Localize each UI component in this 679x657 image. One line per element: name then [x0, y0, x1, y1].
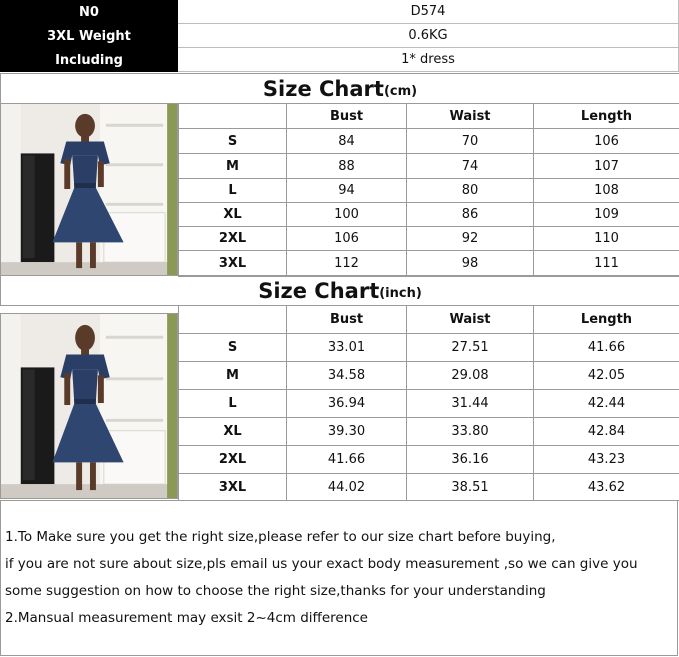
column-header — [179, 306, 287, 334]
table-row — [179, 418, 679, 446]
waist-value: 36.16 — [407, 446, 534, 474]
size-label: XL — [179, 203, 287, 227]
dress-model-image — [1, 104, 177, 275]
size-label: L — [179, 179, 287, 203]
header-label: N0 — [0, 0, 178, 24]
column-header: Bust — [287, 104, 407, 129]
table-row — [179, 251, 679, 277]
note-line: 1.To Make sure you get the right size,please refer to our size chart before buying, — [5, 529, 556, 545]
length-value: 110 — [534, 227, 679, 251]
bust-value: 39.30 — [287, 418, 407, 446]
bust-value: 84 — [287, 129, 407, 154]
waist-value: 31.44 — [407, 390, 534, 418]
column-header: Waist — [407, 104, 534, 129]
table-row — [179, 203, 679, 227]
bust-value: 106 — [287, 227, 407, 251]
inch-size-table — [178, 305, 679, 501]
cm-chart-title — [0, 73, 679, 104]
waist-value: 27.51 — [407, 334, 534, 362]
waist-value: 29.08 — [407, 362, 534, 390]
table-header-row — [179, 306, 679, 334]
waist-value: 80 — [407, 179, 534, 203]
sizing-notes — [0, 500, 678, 656]
column-header: Length — [534, 306, 679, 334]
bust-value: 33.01 — [287, 334, 407, 362]
length-value: 111 — [534, 251, 679, 277]
inch-unit-text: (inch) — [379, 286, 422, 301]
bust-value: 112 — [287, 251, 407, 277]
length-value: 42.44 — [534, 390, 679, 418]
length-value: 41.66 — [534, 334, 679, 362]
header-value: 0.6KG — [178, 24, 679, 48]
bust-value: 44.02 — [287, 474, 407, 501]
size-label: L — [179, 390, 287, 418]
header-value: D574 — [178, 0, 679, 24]
bust-value: 41.66 — [287, 446, 407, 474]
cm-chart-block — [0, 103, 679, 276]
length-value: 106 — [534, 129, 679, 154]
size-label: M — [179, 154, 287, 179]
column-header: Bust — [287, 306, 407, 334]
header-label: Including — [0, 48, 178, 72]
size-label: S — [179, 129, 287, 154]
table-row — [179, 446, 679, 474]
dress-model-image — [1, 314, 177, 498]
size-label: M — [179, 362, 287, 390]
waist-value: 70 — [407, 129, 534, 154]
bust-value: 100 — [287, 203, 407, 227]
size-label: 3XL — [179, 251, 287, 277]
bust-value: 88 — [287, 154, 407, 179]
header-value: 1* dress — [178, 48, 679, 72]
waist-value: 92 — [407, 227, 534, 251]
length-value: 42.05 — [534, 362, 679, 390]
inch-title-text: Size Chart — [258, 278, 380, 303]
header-label: 3XL Weight — [0, 24, 178, 48]
note-line: some suggestion on how to choose the right size,thanks for your understanding — [5, 583, 546, 599]
length-value: 43.23 — [534, 446, 679, 474]
table-row — [179, 154, 679, 179]
cm-size-table — [178, 103, 679, 277]
inch-chart-block — [0, 305, 679, 500]
table-row — [179, 362, 679, 390]
waist-value: 86 — [407, 203, 534, 227]
length-value: 107 — [534, 154, 679, 179]
table-row — [179, 334, 679, 362]
cm-unit-text: (cm) — [383, 84, 418, 99]
table-header-row — [179, 104, 679, 129]
table-row — [179, 227, 679, 251]
size-label: XL — [179, 418, 287, 446]
header-row-weight — [0, 24, 679, 48]
note-line: 2.Mansual measurement may exsit 2~4cm difference — [5, 610, 368, 626]
size-label: 2XL — [179, 446, 287, 474]
bust-value: 34.58 — [287, 362, 407, 390]
length-value: 109 — [534, 203, 679, 227]
waist-value: 33.80 — [407, 418, 534, 446]
size-label: 2XL — [179, 227, 287, 251]
bust-value: 36.94 — [287, 390, 407, 418]
waist-value: 74 — [407, 154, 534, 179]
table-row — [179, 474, 679, 501]
cm-title-text: Size Chart — [262, 76, 384, 101]
length-value: 108 — [534, 179, 679, 203]
waist-value: 38.51 — [407, 474, 534, 501]
table-row — [179, 129, 679, 154]
size-label: 3XL — [179, 474, 287, 501]
column-header — [179, 104, 287, 129]
header-row-number — [0, 0, 679, 24]
inch-chart-title — [0, 275, 679, 306]
bust-value: 94 — [287, 179, 407, 203]
table-row — [179, 179, 679, 203]
header-row-including — [0, 48, 679, 72]
length-value: 43.62 — [534, 474, 679, 501]
dress-photo — [0, 103, 178, 276]
waist-value: 98 — [407, 251, 534, 277]
column-header: Waist — [407, 306, 534, 334]
column-header: Length — [534, 104, 679, 129]
note-line: if you are not sure about size,pls email us your exact body measurement ,so we can give you — [5, 556, 638, 572]
dress-photo — [0, 313, 178, 499]
table-row — [179, 390, 679, 418]
length-value: 42.84 — [534, 418, 679, 446]
size-label: S — [179, 334, 287, 362]
